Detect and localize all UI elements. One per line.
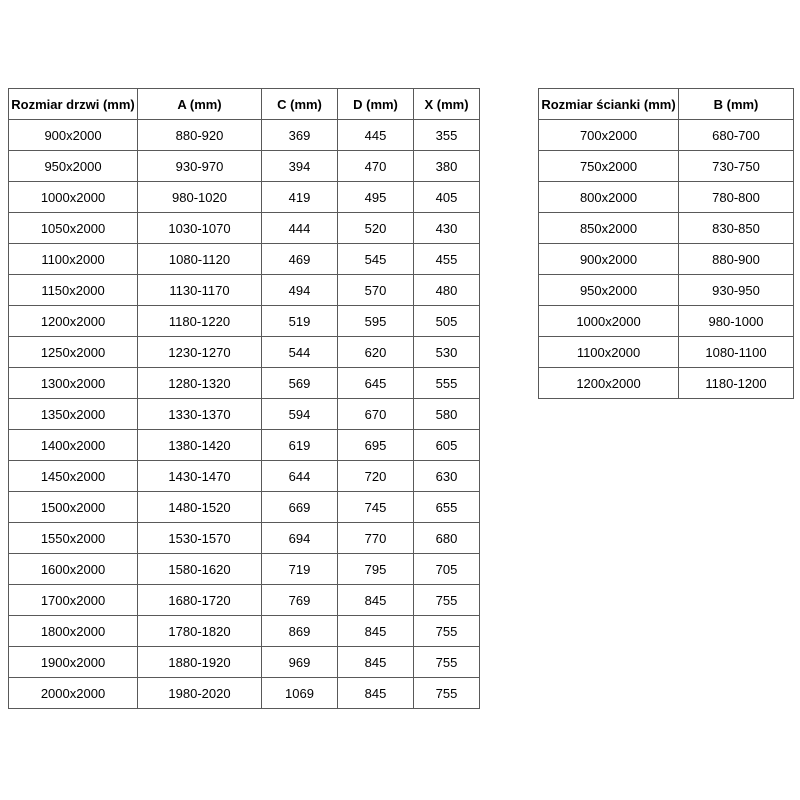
table-cell: 1580-1620 bbox=[138, 554, 262, 585]
table-cell: 770 bbox=[338, 523, 414, 554]
table-row bbox=[9, 554, 480, 585]
table-cell: 405 bbox=[414, 182, 480, 213]
table-row bbox=[9, 616, 480, 647]
table-cell: 380 bbox=[414, 151, 480, 182]
table-row bbox=[9, 368, 480, 399]
table-cell: 1900x2000 bbox=[9, 647, 138, 678]
table-row bbox=[9, 182, 480, 213]
table-cell: 1880-1920 bbox=[138, 647, 262, 678]
table-cell: 1200x2000 bbox=[9, 306, 138, 337]
table-cell: 800x2000 bbox=[539, 182, 679, 213]
table-cell: 705 bbox=[414, 554, 480, 585]
table-cell: 969 bbox=[262, 647, 338, 678]
table-row bbox=[9, 523, 480, 554]
table-cell: 1069 bbox=[262, 678, 338, 709]
table-header-cell: Rozmiar ścianki (mm) bbox=[539, 89, 679, 120]
table-cell: 444 bbox=[262, 213, 338, 244]
table-row bbox=[9, 213, 480, 244]
table-cell: 845 bbox=[338, 678, 414, 709]
table-row bbox=[539, 275, 794, 306]
table-cell: 1400x2000 bbox=[9, 430, 138, 461]
table-header-cell: C (mm) bbox=[262, 89, 338, 120]
table-cell: 680-700 bbox=[679, 120, 794, 151]
table-cell: 1350x2000 bbox=[9, 399, 138, 430]
table-cell: 445 bbox=[338, 120, 414, 151]
table-row bbox=[9, 399, 480, 430]
table-cell: 655 bbox=[414, 492, 480, 523]
table-cell: 730-750 bbox=[679, 151, 794, 182]
table-row bbox=[539, 306, 794, 337]
table-cell: 950x2000 bbox=[9, 151, 138, 182]
table-cell: 845 bbox=[338, 647, 414, 678]
table-cell: 394 bbox=[262, 151, 338, 182]
table-row bbox=[9, 120, 480, 151]
table-cell: 630 bbox=[414, 461, 480, 492]
table-row bbox=[539, 368, 794, 399]
table-cell: 1280-1320 bbox=[138, 368, 262, 399]
table-cell: 455 bbox=[414, 244, 480, 275]
table-cell: 1380-1420 bbox=[138, 430, 262, 461]
table-cell: 520 bbox=[338, 213, 414, 244]
table-cell: 544 bbox=[262, 337, 338, 368]
table-cell: 594 bbox=[262, 399, 338, 430]
table-cell: 880-900 bbox=[679, 244, 794, 275]
table-cell: 1180-1220 bbox=[138, 306, 262, 337]
table-row bbox=[539, 213, 794, 244]
table-row bbox=[539, 244, 794, 275]
table-cell: 880-920 bbox=[138, 120, 262, 151]
table-cell: 619 bbox=[262, 430, 338, 461]
table-cell: 700x2000 bbox=[539, 120, 679, 151]
table-row bbox=[9, 151, 480, 182]
table-cell: 1200x2000 bbox=[539, 368, 679, 399]
table-cell: 1080-1120 bbox=[138, 244, 262, 275]
table-cell: 694 bbox=[262, 523, 338, 554]
table-cell: 470 bbox=[338, 151, 414, 182]
table-cell: 1030-1070 bbox=[138, 213, 262, 244]
table-cell: 1980-2020 bbox=[138, 678, 262, 709]
table-cell: 755 bbox=[414, 616, 480, 647]
table-cell: 1230-1270 bbox=[138, 337, 262, 368]
table-cell: 1480-1520 bbox=[138, 492, 262, 523]
table-row bbox=[539, 120, 794, 151]
table-header-row bbox=[9, 89, 480, 120]
table-cell: 1130-1170 bbox=[138, 275, 262, 306]
table-header-cell: Rozmiar drzwi (mm) bbox=[9, 89, 138, 120]
table-cell: 795 bbox=[338, 554, 414, 585]
table-cell: 1050x2000 bbox=[9, 213, 138, 244]
table-row bbox=[539, 337, 794, 368]
table-cell: 980-1000 bbox=[679, 306, 794, 337]
table-cell: 430 bbox=[414, 213, 480, 244]
table-cell: 1300x2000 bbox=[9, 368, 138, 399]
table-cell: 755 bbox=[414, 678, 480, 709]
table-cell: 680 bbox=[414, 523, 480, 554]
table-cell: 620 bbox=[338, 337, 414, 368]
table-cell: 1180-1200 bbox=[679, 368, 794, 399]
table-header-row bbox=[539, 89, 794, 120]
table-cell: 755 bbox=[414, 585, 480, 616]
table-cell: 419 bbox=[262, 182, 338, 213]
table-cell: 1430-1470 bbox=[138, 461, 262, 492]
table-cell: 780-800 bbox=[679, 182, 794, 213]
table-cell: 1530-1570 bbox=[138, 523, 262, 554]
table-header-cell: D (mm) bbox=[338, 89, 414, 120]
table-row bbox=[9, 585, 480, 616]
table-row bbox=[9, 244, 480, 275]
table-row bbox=[9, 461, 480, 492]
table-cell: 469 bbox=[262, 244, 338, 275]
table-cell: 494 bbox=[262, 275, 338, 306]
table-cell: 720 bbox=[338, 461, 414, 492]
table-cell: 1330-1370 bbox=[138, 399, 262, 430]
table-cell: 1100x2000 bbox=[9, 244, 138, 275]
table-cell: 1800x2000 bbox=[9, 616, 138, 647]
table-cell: 695 bbox=[338, 430, 414, 461]
table-cell: 555 bbox=[414, 368, 480, 399]
table-header-cell: X (mm) bbox=[414, 89, 480, 120]
table-header-cell: A (mm) bbox=[138, 89, 262, 120]
table-cell: 1000x2000 bbox=[539, 306, 679, 337]
table-cell: 605 bbox=[414, 430, 480, 461]
table-cell: 950x2000 bbox=[539, 275, 679, 306]
table-row bbox=[539, 151, 794, 182]
table-cell: 480 bbox=[414, 275, 480, 306]
wall-sizes-table bbox=[538, 88, 794, 399]
table-cell: 1250x2000 bbox=[9, 337, 138, 368]
table-row bbox=[9, 678, 480, 709]
table-cell: 2000x2000 bbox=[9, 678, 138, 709]
table-cell: 495 bbox=[338, 182, 414, 213]
table-cell: 505 bbox=[414, 306, 480, 337]
table-cell: 569 bbox=[262, 368, 338, 399]
table-cell: 1680-1720 bbox=[138, 585, 262, 616]
table-cell: 845 bbox=[338, 585, 414, 616]
door-sizes-table bbox=[8, 88, 480, 709]
table-cell: 1450x2000 bbox=[9, 461, 138, 492]
table-cell: 850x2000 bbox=[539, 213, 679, 244]
table-cell: 1100x2000 bbox=[539, 337, 679, 368]
table-cell: 719 bbox=[262, 554, 338, 585]
table-cell: 755 bbox=[414, 647, 480, 678]
table-row bbox=[539, 182, 794, 213]
table-row bbox=[9, 430, 480, 461]
table-cell: 900x2000 bbox=[539, 244, 679, 275]
table-row bbox=[9, 647, 480, 678]
table-cell: 570 bbox=[338, 275, 414, 306]
table-cell: 980-1020 bbox=[138, 182, 262, 213]
table-cell: 530 bbox=[414, 337, 480, 368]
table-cell: 745 bbox=[338, 492, 414, 523]
table-cell: 645 bbox=[338, 368, 414, 399]
table-cell: 750x2000 bbox=[539, 151, 679, 182]
table-cell: 1150x2000 bbox=[9, 275, 138, 306]
table-cell: 670 bbox=[338, 399, 414, 430]
table-cell: 1500x2000 bbox=[9, 492, 138, 523]
table-cell: 369 bbox=[262, 120, 338, 151]
table-cell: 1550x2000 bbox=[9, 523, 138, 554]
table-cell: 595 bbox=[338, 306, 414, 337]
table-cell: 930-950 bbox=[679, 275, 794, 306]
table-cell: 845 bbox=[338, 616, 414, 647]
table-cell: 545 bbox=[338, 244, 414, 275]
table-cell: 644 bbox=[262, 461, 338, 492]
table-cell: 1700x2000 bbox=[9, 585, 138, 616]
table-row bbox=[9, 337, 480, 368]
table-row bbox=[9, 275, 480, 306]
table-cell: 580 bbox=[414, 399, 480, 430]
table-cell: 930-970 bbox=[138, 151, 262, 182]
table-cell: 900x2000 bbox=[9, 120, 138, 151]
table-cell: 1780-1820 bbox=[138, 616, 262, 647]
table-header-cell: B (mm) bbox=[679, 89, 794, 120]
table-row bbox=[9, 306, 480, 337]
table-row bbox=[9, 492, 480, 523]
table-cell: 830-850 bbox=[679, 213, 794, 244]
table-cell: 769 bbox=[262, 585, 338, 616]
table-cell: 669 bbox=[262, 492, 338, 523]
table-cell: 519 bbox=[262, 306, 338, 337]
table-cell: 869 bbox=[262, 616, 338, 647]
table-cell: 1000x2000 bbox=[9, 182, 138, 213]
table-cell: 1600x2000 bbox=[9, 554, 138, 585]
table-cell: 355 bbox=[414, 120, 480, 151]
table-cell: 1080-1100 bbox=[679, 337, 794, 368]
